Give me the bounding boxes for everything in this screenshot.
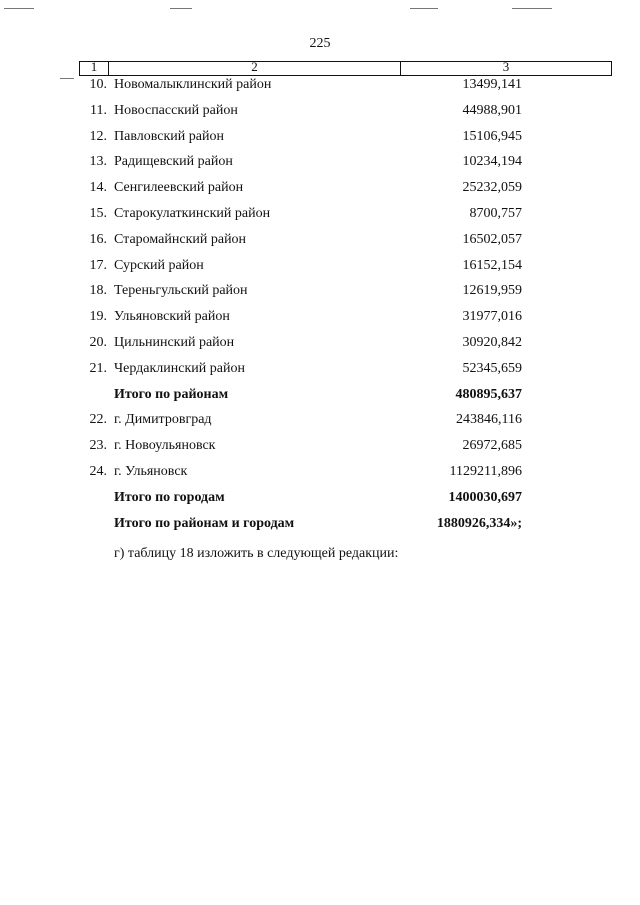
table-row [0,283,640,309]
row-number: 21. [89,360,107,376]
row-name: Сурский район [114,257,204,273]
row-number: 10. [89,77,107,92]
row-number: 20. [89,334,107,350]
row-name: Старокулаткинский район [114,205,271,221]
row-number: 17. [89,257,107,273]
row-number: 14. [89,180,107,196]
row-value: 8700,757 [469,205,522,221]
scan-artifact [4,8,34,9]
table-row [0,361,640,387]
row-value: 13499,141 [462,77,522,92]
row-number: 23. [89,438,107,454]
header-col-1: 1 [90,59,98,74]
row-value: 16502,057 [462,231,522,247]
row-name: Павловский район [114,128,224,144]
table-row [0,129,640,155]
row-value: 16152,154 [462,257,522,273]
table-row [0,335,640,361]
row-number: 12. [89,128,107,144]
row-value: 1880926,334»; [436,515,522,531]
table-row [0,464,640,490]
subtotal-row [0,387,640,413]
row-name: Итого по районам и городам [114,515,295,531]
row-value: 30920,842 [462,334,522,350]
row-name: г. Ульяновск [114,463,188,479]
row-value: 480895,637 [455,386,522,402]
table-row [0,103,640,129]
row-name: г. Новоульяновск [114,438,216,454]
header-col-3: 3 [502,59,510,74]
row-value: 52345,659 [462,360,522,376]
table-header [79,61,612,76]
row-number: 16. [89,231,107,247]
row-number: 15. [89,205,107,221]
page-number: 225 [309,36,331,51]
table-row [0,154,640,180]
row-number: 11. [90,102,107,118]
table-row [0,206,640,232]
row-name: Новомалыклинский район [114,77,272,92]
row-value: 1400030,697 [448,489,522,505]
row-name: Тереньгульский район [114,283,248,299]
row-number: 19. [89,309,107,325]
scan-artifact [60,78,74,79]
row-value: 10234,194 [462,154,522,170]
scan-artifact [512,8,552,9]
scan-artifact [170,8,192,9]
row-name: Итого по районам [114,386,229,402]
row-name: Старомайнский район [114,231,247,247]
row-name: Сенгилеевский район [114,180,244,196]
total-row [0,516,640,542]
row-value: 31977,016 [462,309,522,325]
header-col-2: 2 [251,59,258,74]
row-number: 13. [89,154,107,170]
row-value: 1129211,896 [449,463,522,479]
row-value: 44988,901 [462,102,522,118]
amendment-note: г) таблицу 18 изложить в следующей редакции: [114,546,399,561]
table-row [0,77,640,103]
table-body [0,77,640,541]
table-row [0,232,640,258]
row-number: 22. [89,412,107,428]
table-row [0,180,640,206]
row-name: Цильнинский район [114,334,235,350]
subtotal-row [0,490,640,516]
row-value: 12619,959 [462,283,522,299]
row-value: 26972,685 [462,438,522,454]
row-value: 25232,059 [462,180,522,196]
row-number: 24. [89,463,107,479]
row-value: 243846,116 [456,412,522,428]
row-name: Итого по городам [114,489,225,505]
scan-artifact [410,8,438,9]
row-value: 15106,945 [462,128,522,144]
row-name: Новоспасский район [114,102,238,118]
row-name: Чердаклинский район [114,360,245,376]
table-row [0,258,640,284]
table-row [0,412,640,438]
table-row [0,438,640,464]
row-name: Радищевский район [114,154,233,170]
row-number: 18. [89,283,107,299]
row-name: Ульяновский район [114,309,230,325]
table-row [0,309,640,335]
row-name: г. Димитровград [114,412,212,428]
